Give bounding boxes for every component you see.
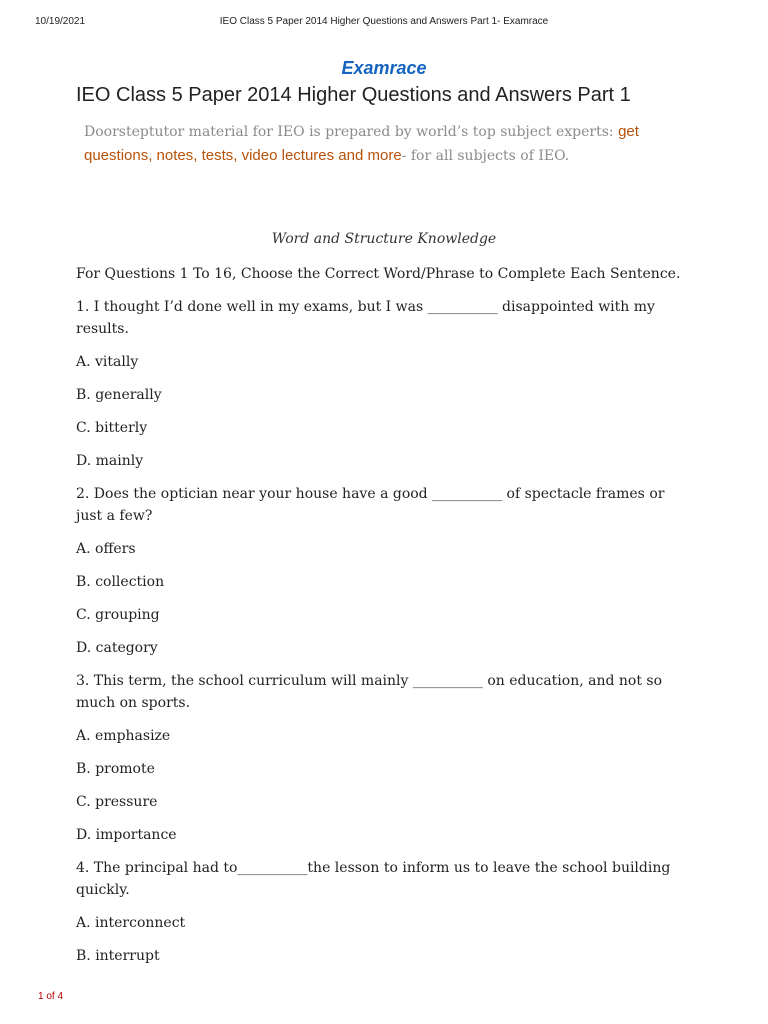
- question-4-option-a: A. interconnect: [76, 915, 186, 931]
- intro-text-after: - for all subjects of IEO.: [401, 148, 570, 164]
- question-1-option-b: B. generally: [76, 387, 162, 403]
- instruction-text: For Questions 1 To 16, Choose the Correct Word/Phrase to Complete Each Sentence.: [76, 266, 681, 282]
- print-header: [0, 16, 768, 30]
- question-2-option-c: C. grouping: [76, 607, 160, 623]
- intro-paragraph: [84, 120, 644, 168]
- question-2-option-d: D. category: [76, 640, 158, 656]
- section-heading: Word and Structure Knowledge: [271, 231, 497, 247]
- question-3-option-d: D. importance: [76, 827, 177, 843]
- intro-text-before: Doorsteptutor material for IEO is prepared by world’s top subject experts:: [84, 124, 619, 140]
- question-1-option-a: A. vitally: [76, 354, 139, 370]
- question-content: [76, 263, 692, 978]
- question-4-option-b: B. interrupt: [76, 948, 160, 964]
- print-doc-title: IEO Class 5 Paper 2014 Higher Questions and Answers Part 1- Examrace: [219, 16, 549, 27]
- print-date: 10/19/2021: [35, 16, 86, 27]
- get-questions-link[interactable]: get questions, notes, tests, video lectures and more: [84, 123, 639, 164]
- question-1-text: 1. I thought I’d done well in my exams, but I was __________ disappointed with my results.: [76, 299, 655, 337]
- brand-logo-text[interactable]: Examrace: [341, 58, 427, 78]
- question-3-option-b: B. promote: [76, 761, 155, 777]
- question-1-option-d: D. mainly: [76, 453, 144, 469]
- question-3-option-a: A. emphasize: [76, 728, 171, 744]
- question-2-text: 2. Does the optician near your house have a good __________ of spectacle frames or just a few?: [76, 486, 665, 524]
- page-title: IEO Class 5 Paper 2014 Higher Questions and Answers Part 1: [76, 84, 631, 106]
- question-3-text: 3. This term, the school curriculum will mainly __________ on education, and not so much on sports.: [76, 673, 663, 711]
- question-1-option-c: C. bitterly: [76, 420, 148, 436]
- question-2-option-a: A. offers: [76, 541, 136, 557]
- question-3-option-c: C. pressure: [76, 794, 158, 810]
- page-indicator: 1 of 4: [38, 991, 64, 1002]
- question-2-option-b: B. collection: [76, 574, 165, 590]
- question-4-text: 4. The principal had to__________the lesson to inform us to leave the school building quickly.: [76, 860, 671, 898]
